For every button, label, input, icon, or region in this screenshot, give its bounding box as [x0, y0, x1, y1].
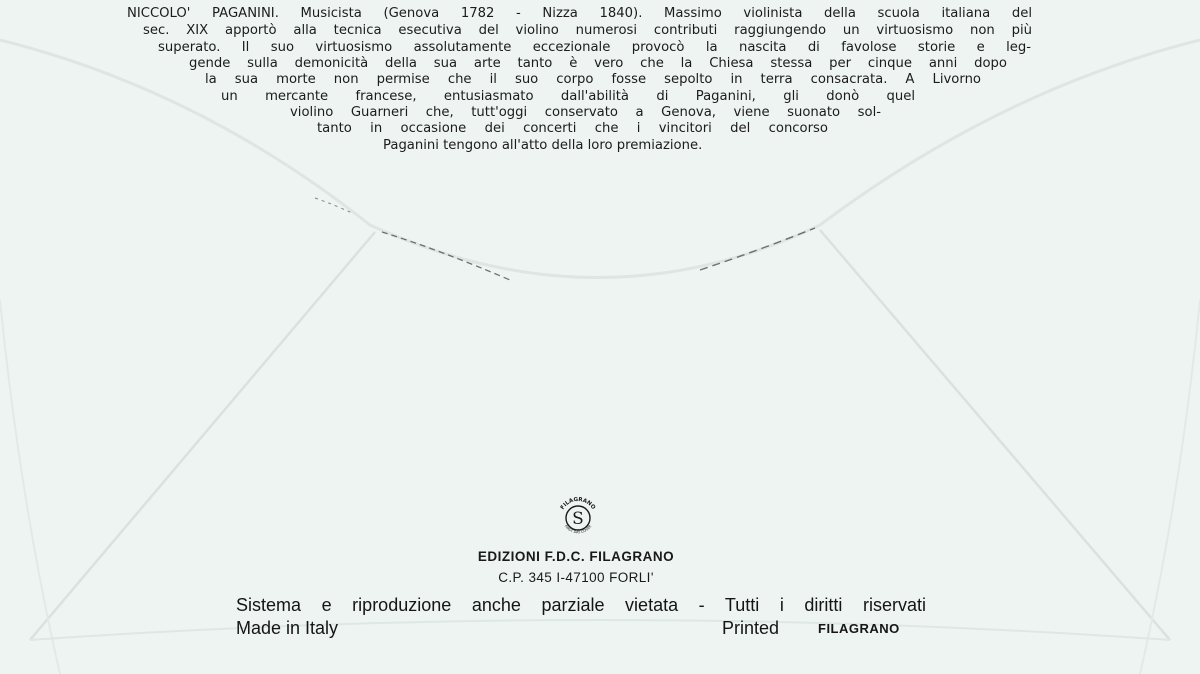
bio-line-4: gende sulla demonicità della sua arte tanto è vero che la Chiesa stessa per cinque anni dopo — [189, 56, 1007, 71]
logo-letter: S — [572, 509, 584, 529]
bio-line-7: violino Guarneri che, tutt'oggi conservato a Genova, viene suonato sol- — [290, 105, 881, 120]
bio-line-8: tanto in occasione dei concerti che i vincitori del concorso — [317, 121, 828, 136]
logo-ring-text: FILAGRANO — [559, 496, 597, 511]
publisher-address: C.P. 345 I-47100 FORLI' — [498, 570, 654, 585]
printed-label: Printed — [722, 618, 780, 638]
bio-line-3: superato. Il suo virtuosismo assolutamente eccezionale provocò la nascita di favolose storie e leg- — [158, 40, 1031, 55]
bio-line-5: la sua morte non permise che il suo corpo fosse sepolto in terra consacrata. A Livorno — [205, 72, 981, 87]
logo-ring-text-bottom: FIRST DAY COVER — [563, 524, 593, 535]
printer-name: FILAGRANO — [818, 621, 900, 636]
made-in-label: Made in Italy — [236, 618, 339, 638]
filagrano-logo — [553, 493, 603, 543]
publisher-name: EDIZIONI F.D.C. FILAGRANO — [477, 549, 675, 564]
bio-line-2: sec. XIX apportò alla tecnica esecutiva del violino numerosi contributi raggiungendo un virtuosismo non più — [143, 23, 1032, 38]
rights-notice: Sistema e riproduzione anche parziale vietata - Tutti i diritti riservati — [236, 595, 926, 615]
bio-line-6: un mercante francese, entusiasmato dall'abilità di Paganini, gli donò quel — [221, 89, 915, 104]
bio-line-1: NICCOLO' PAGANINI. Musicista (Genova 1782 - Nizza 1840). Massimo violinista della scuola italiana del — [127, 6, 1032, 21]
bio-line-9: Paganini tengono all'atto della loro premiazione. — [383, 138, 703, 153]
